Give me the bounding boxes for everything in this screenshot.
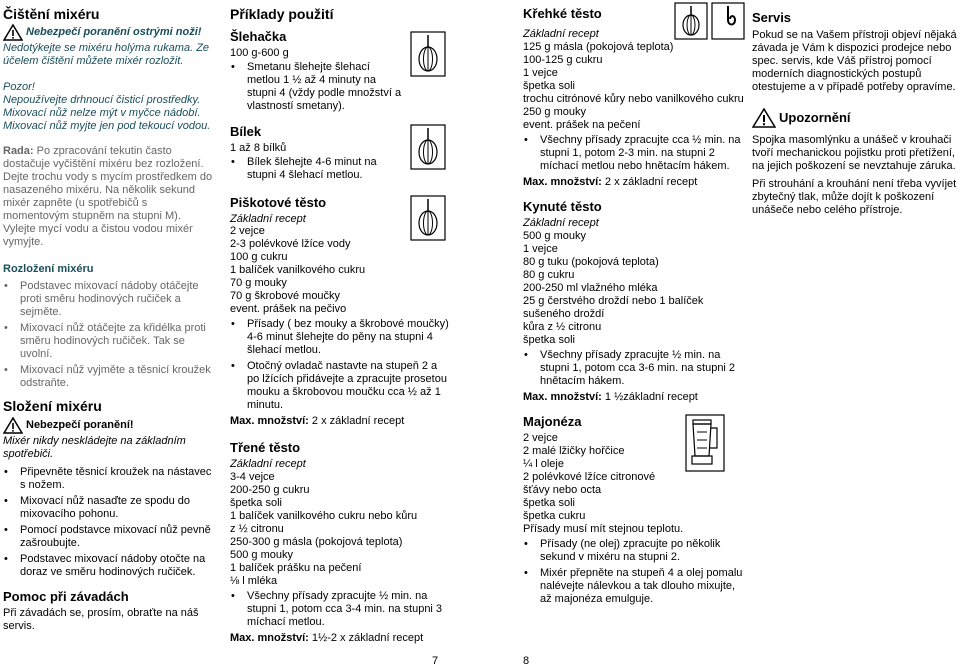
advice-paragraph xyxy=(3,145,215,249)
ingredient: event. prášek na pečení xyxy=(523,119,641,131)
dough-basic: Základní recept xyxy=(230,458,306,470)
cleaning-title: Čištění mixéru xyxy=(3,6,100,22)
list-item: • Všechny přísady zpracujte cca ½ min. na stupni 1, potom 2-3 min. na stupni 2 míchací metlou nebo hnětacím hákem. xyxy=(523,134,745,173)
short-icons xyxy=(674,2,745,40)
cleaning-warning-text: Nebezpečí poranění ostrými noži! xyxy=(26,26,202,38)
help-title: Pomoc při závadách xyxy=(3,589,129,604)
mayo-title: Majonéza xyxy=(523,414,582,429)
ingredient: špetka soli xyxy=(523,497,575,509)
ingredient: event. prášek na pečivo xyxy=(230,303,347,315)
ingredient: 70 g mouky xyxy=(230,277,287,289)
ingredient: 500 g mouky xyxy=(230,549,293,561)
white-list xyxy=(230,156,402,182)
ingredient: 2-3 polévkové lžíce vody xyxy=(230,238,351,250)
ingredient: 1 vejce xyxy=(523,243,558,255)
white-title: Bílek xyxy=(230,124,262,139)
yeast-max xyxy=(523,391,745,404)
dough-title: Třené těsto xyxy=(230,440,301,455)
column-examples xyxy=(230,6,452,645)
list-item: • Všechny přísady zpracujte ½ min. na stupni 1, potom cca 3-6 min. na stupni 2 hnětacím hákem. xyxy=(523,349,745,388)
ingredient: 1 balíček vanilkového cukru xyxy=(230,264,366,276)
mayo-section xyxy=(523,414,745,523)
whip-list xyxy=(230,61,402,113)
ingredient: 2 malé lžičky hořčice xyxy=(523,445,625,457)
list-item: • Mixovací nůž vyjměte a těsnicí kroužek odstraňte. xyxy=(3,364,215,390)
whisk-icon xyxy=(674,2,708,40)
list-item: • Bílek šlehejte 4-6 minut na stupni 4 šlehací metlou. xyxy=(230,156,402,182)
disassembly-title: Rozložení mixéru xyxy=(3,263,94,275)
ingredient: 125 g másla (pokojová teplota) xyxy=(523,41,674,53)
whisk-icon xyxy=(410,195,446,241)
ingredient: 25 g čerstvého droždí nebo 1 balíček sušeného droždí xyxy=(523,295,704,320)
ingredient: ⅛ l mléka xyxy=(230,575,278,587)
list-item: • Připevněte těsnicí kroužek na nástavec s nožem. xyxy=(3,466,215,492)
ingredient: špetka cukru xyxy=(523,510,586,522)
dough-list xyxy=(230,590,452,629)
help-text: Při závadách se, prosím, obraťte na náš servis. xyxy=(3,607,199,632)
ingredient: 70 g škrobové moučky xyxy=(230,290,341,302)
assembly-title: Složení mixéru xyxy=(3,398,102,414)
caution-title: Upozornění xyxy=(779,110,851,125)
short-ingredients xyxy=(523,41,745,132)
whip-amount: 100 g-600 g xyxy=(230,47,289,59)
list-item: • Přísady ( bez mouky a škrobové moučky) 4-6 minut šlehejte do pěny na stupni 4 šlehací metlou. xyxy=(230,318,452,357)
ingredient: 80 g tuku (pokojová teplota) xyxy=(523,256,659,268)
mayo-note: Přísady musí mít stejnou teplotu. xyxy=(523,523,684,535)
disassembly-list xyxy=(3,280,215,390)
ingredient: 500 g mouky xyxy=(523,230,586,242)
ingredient: 1 balíček vanilkového cukru nebo kůru xyxy=(230,510,418,522)
short-title: Křehké těsto xyxy=(523,6,602,21)
max-label: Max. množství: xyxy=(230,415,309,427)
caution-heading xyxy=(752,108,958,128)
ingredient: trochu citrónové kůry nebo vanilkového cukru xyxy=(523,93,744,105)
cleaning-warning xyxy=(3,24,215,41)
ingredient: 100 g cukru xyxy=(230,251,288,263)
ingredient: 200-250 ml vlažného mléka xyxy=(523,282,658,294)
ingredient: 2 vejce xyxy=(230,225,265,237)
max-value: 1½-2 x základní recept xyxy=(308,632,424,644)
caution-paragraph-1: Spojka masomlýnku a unášeč v krouhači tvoří mechanickou pojistku proti přetížení, na jejich poškození se nevztahuje záruka. xyxy=(752,134,956,172)
blender-jug-icon xyxy=(685,414,725,472)
list-item: • Smetanu šlehejte šlehací metlou 1 ½ až 4 minuty na stupni 4 (vždy podle množství a vlastností smetany). xyxy=(230,61,402,113)
short-max xyxy=(523,176,745,189)
ingredient: 200-250 g cukru xyxy=(230,484,310,496)
dough-hook-icon xyxy=(711,2,745,40)
ingredient: z ½ citronu xyxy=(230,523,284,535)
assembly-warning-body: Mixér nikdy neskládejte na základním spotřebiči. xyxy=(3,435,186,460)
ingredient: 3-4 vejce xyxy=(230,471,275,483)
ingredient: 80 g cukru xyxy=(523,269,575,281)
dough-ingredients xyxy=(230,471,452,588)
mayo-ingredients xyxy=(523,432,679,523)
ingredient: 2 polévkové lžíce citronové šťávy nebo octa xyxy=(523,471,656,496)
max-value: 1 ½základní recept xyxy=(601,391,698,403)
yeast-section xyxy=(523,199,745,230)
whisk-icon xyxy=(410,31,446,77)
list-item: • Podstavec mixovací nádoby otočte na doraz ve směru hodinových ručiček. xyxy=(3,553,215,579)
caution-text: Nepoužívejte drhnoucí čisticí prostředky. Mixovací nůž nelze mýt v myčce nádobí. Mixovací nůž myjte jen pod tekoucí vodou. xyxy=(3,94,211,132)
warning-triangle-icon xyxy=(3,24,23,41)
list-item: • Přísady (ne olej) zpracujte po několik sekund v mixéru na stupni 2. xyxy=(523,538,745,564)
short-basic: Základní recept xyxy=(523,28,599,40)
sponge-list xyxy=(230,318,452,412)
yeast-ingredients xyxy=(523,230,745,347)
whip-section xyxy=(230,29,452,116)
advice-label: Rada: xyxy=(3,145,34,157)
yeast-title: Kynuté těsto xyxy=(523,199,602,214)
caution-label: Pozor! xyxy=(3,81,35,93)
sponge-max xyxy=(230,415,452,428)
short-list xyxy=(523,134,745,173)
examples-title: Příklady použití xyxy=(230,6,334,22)
service-text: Pokud se na Vašem přístroji objeví nějaká závada je Vám k dispozici prodejce nebo spec. servis, kde Váš přístroj pomocí moderních diagnostických postupů otestujeme a v případě potřeby opravíme. xyxy=(752,29,957,93)
max-label: Max. množství: xyxy=(523,391,602,403)
column-recipes xyxy=(523,6,745,609)
ingredient: 250 g mouky xyxy=(523,106,586,118)
list-item: • Všechny přísady zpracujte ½ min. na stupni 1, potom cca 3-4 min. na stupni 3 míchací metlou. xyxy=(230,590,452,629)
list-item: • Mixovací nůž otáčejte za křidélka proti směru hodinových ručiček. Tak se uvolní. xyxy=(3,322,215,361)
ingredient: ¼ l oleje xyxy=(523,458,564,470)
ingredient: špetka soli xyxy=(523,80,575,92)
ingredient: špetka soli xyxy=(523,334,575,346)
warning-triangle-icon xyxy=(3,417,23,434)
column-service xyxy=(752,6,958,217)
list-item: • Otočný ovladač nastavte na stupeň 2 a po lžících přidávejte a zpracujte prosetou mouku a škrobovou moučku cca ½ až 1 minutu. xyxy=(230,360,452,412)
sponge-basic: Základní recept xyxy=(230,213,306,225)
max-value: 2 x základní recept xyxy=(308,415,405,427)
whisk-icon xyxy=(410,124,446,170)
ingredient: 1 vejce xyxy=(523,67,558,79)
ingredient: 250-300 g másla (pokojová teplota) xyxy=(230,536,403,548)
list-item: • Podstavec mixovací nádoby otáčejte proti směru hodinových ručiček a sejměte. xyxy=(3,280,215,319)
ingredient: 1 balíček prášku na pečení xyxy=(230,562,362,574)
cleaning-warning-body: Nedotýkejte se mixéru holýma rukama. Ze účelem čištění můžete mixér rozložit. xyxy=(3,42,210,67)
ingredient: 2 vejce xyxy=(523,432,558,444)
service-title: Servis xyxy=(752,10,792,25)
white-section xyxy=(230,124,452,185)
dough-max xyxy=(230,632,452,645)
page-number-right: 8 xyxy=(523,655,530,667)
ingredient: špetka soli xyxy=(230,497,282,509)
list-item: • Mixovací nůž nasaďte ze spodu do mixovacího pohonu. xyxy=(3,495,215,521)
page-number-left: 7 xyxy=(432,655,439,667)
sponge-title: Piškotové těsto xyxy=(230,195,327,210)
yeast-list xyxy=(523,349,745,388)
column-cleaning xyxy=(3,6,215,633)
white-amount: 1 až 8 bílků xyxy=(230,142,287,154)
ingredient: kůra z ½ citronu xyxy=(523,321,602,333)
assembly-warning xyxy=(3,417,215,434)
max-label: Max. množství: xyxy=(523,176,602,188)
short-section xyxy=(523,6,745,41)
advice-text: Po zpracování tekutin často dostačuje vyčištění mixéru bez rozložení. Dejte trochu vody s mycím prostředkem do nasazeného mixéru. Na několik sekund mixér zapněte (u spotřebičů s momentovým stupněm na stupni M). Vylejte mycí vodu a čistou vodou mixér vymyjte. xyxy=(3,145,213,248)
caution-paragraph-2: Při strouhání a krouhání není třeba vyvíjet zbytečný tlak, může dojít k poškození unášeče nebo celého přístroje. xyxy=(752,178,957,216)
mayo-list xyxy=(523,538,745,606)
yeast-basic: Základní recept xyxy=(523,217,599,229)
ingredient: 100-125 g cukru xyxy=(523,54,603,66)
whip-title: Šlehačka xyxy=(230,29,287,44)
max-label: Max. množství: xyxy=(230,632,309,644)
warning-triangle-icon xyxy=(752,108,776,128)
list-item: • Mixér přepněte na stupeň 4 a olej pomalu nalévejte nálevkou a tak dlouho mixujte, až majonéza emulguje. xyxy=(523,567,745,606)
max-value: 2 x základní recept xyxy=(601,176,698,188)
assembly-list xyxy=(3,466,215,579)
list-item: • Pomocí podstavce mixovací nůž pevně zašroubujte. xyxy=(3,524,215,550)
assembly-warning-text: Nebezpečí poranění! xyxy=(26,419,134,431)
